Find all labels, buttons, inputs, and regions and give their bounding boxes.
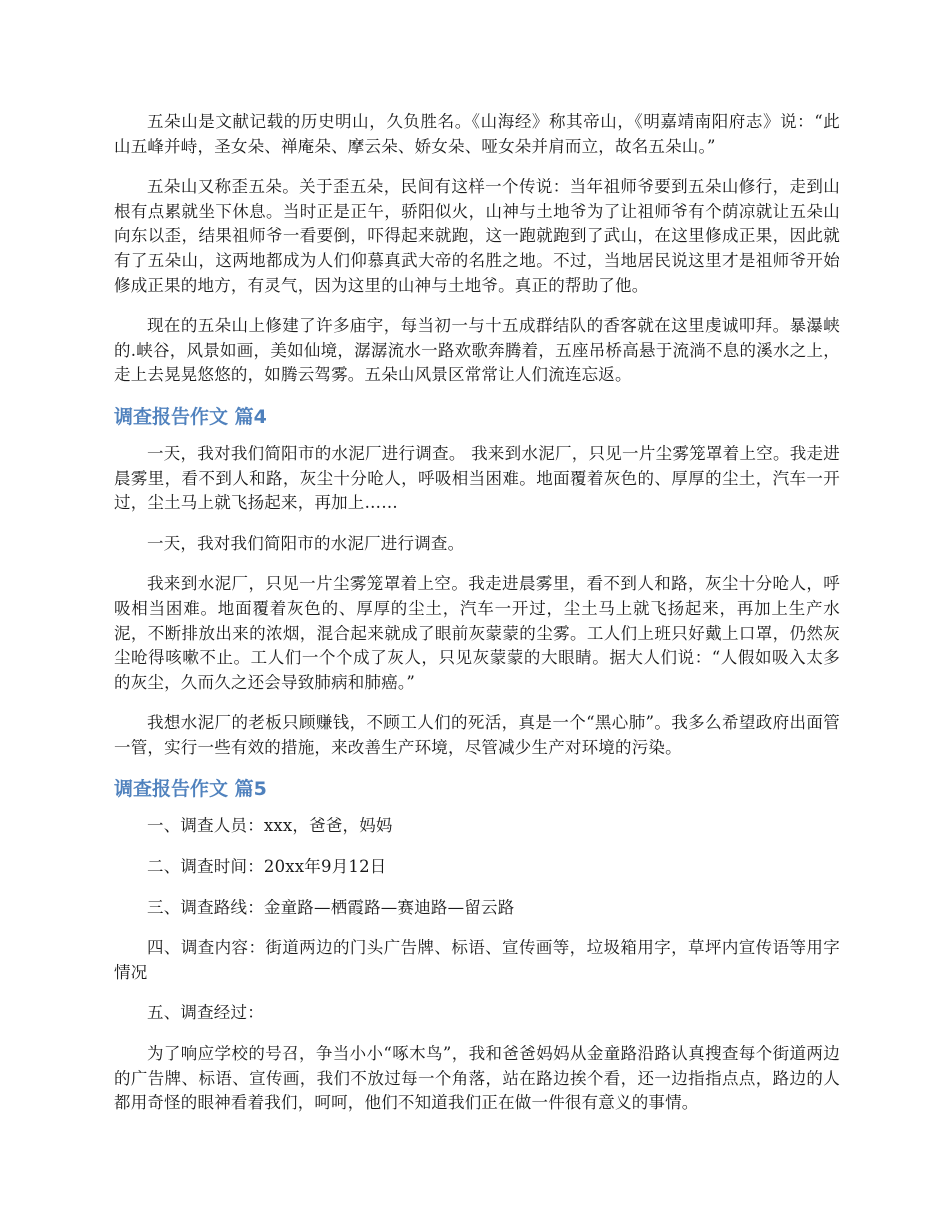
paragraph: 五朵山又称歪五朵。关于歪五朵，民间有这样一个传说：当年祖师爷要到五朵山修行，走到山根有点累就坐下休息。当时正是正午，骄阳似火，山神与土地爷为了让祖师爷有个荫凉就让五朵山向东以歪，结果祖师爷一看要倒，吓得起来就跑，这一跑就跑到了武山，在这里修成正果，因此就有了五朵山，这两地都成为人们仰慕真武大帝的名胜之地。不过，当地居民说这里才是祖师爷开始修成正果的地方，有灵气，因为这里的山神与土地爷。真正的帮助了他。	[114, 177, 840, 295]
paragraph: 五朵山是文献记载的历史明山，久负胜名。《山海经》称其帝山，《明嘉靖南阳府志》说：“此山五峰并峙，圣女朵、禅庵朵、摩云朵、娇女朵、哑女朵并肩而立，故名五朵山。”	[114, 112, 840, 156]
paragraph: 五、调查经过：	[147, 1003, 264, 1023]
paragraph: 二、调查时间：20xx年9月12日	[147, 857, 387, 877]
paragraph: 一、调查人员：xxx，爸爸，妈妈	[147, 816, 393, 836]
paragraph: 四、调查内容：街道两边的门头广告牌、标语、宣传画等，垃圾箱用字，草坪内宣传语等用字情况	[114, 938, 840, 982]
paragraph: 一天，我对我们简阳市的水泥厂进行调查。	[147, 533, 465, 553]
paragraph: 我来到水泥厂，只见一片尘雾笼罩着上空。我走进晨雾里，看不到人和路，灰尘十分呛人，呼吸相当困难。地面覆着灰色的、厚厚的尘土，汽车一开过，尘土马上就飞扬起来，再加上生产水泥，不断排放出来的浓烟，混合起来就成了眼前灰蒙蒙的尘雾。工人们上班只好戴上口罩，仍然灰尘呛得咳嗽不止。工人们一个个成了灰人，只见灰蒙蒙的大眼睛。据大人们说：“人假如吸入太多的灰尘，久而久之还会导致肺病和肺癌。”	[114, 574, 840, 692]
document-page	[114, 110, 840, 1132]
section-heading-5: 调查报告作文 篇5	[114, 778, 267, 801]
paragraph: 三、调查路线：金童路—栖霞路—赛迪路—留云路	[147, 897, 515, 917]
paragraph: 为了响应学校的号召，争当小小“啄木鸟”，我和爸爸妈妈从金童路沿路认真搜查每个街道两边的广告牌、标语、宣传画，我们不放过每一个角落，站在路边挨个看，还一边指指点点，路边的人都用奇怪的眼神看着我们，呵呵，他们不知道我们正在做一件很有意义的事情。	[114, 1044, 840, 1113]
paragraph: 一天，我对我们简阳市的水泥厂进行调查。 我来到水泥厂，只见一片尘雾笼罩着上空。我走进晨雾里，看不到人和路，灰尘十分呛人，呼吸相当困难。地面覆着灰色的、厚厚的尘土，汽车一开过，尘土马上就飞扬起来，再加上……	[114, 443, 840, 513]
paragraph: 我想水泥厂的老板只顾赚钱，不顾工人们的死活，真是一个“黑心肺”。我多么希望政府出面管一管，实行一些有效的措施，来改善生产环境，尽管减少生产对环境的污染。	[114, 713, 840, 757]
paragraph: 现在的五朵山上修建了许多庙宇，每当初一与十五成群结队的香客就在这里虔诚叩拜。暴瀑峡的.峡谷，风景如画，美如仙境，潺潺流水一路欢歌奔腾着，五座吊桥高悬于流淌不息的溪水之上，走上去晃晃悠悠的，如腾云驾雾。五朵山风景区常常让人们流连忘返。	[114, 316, 840, 385]
section-heading-4: 调查报告作文 篇4	[114, 405, 267, 428]
